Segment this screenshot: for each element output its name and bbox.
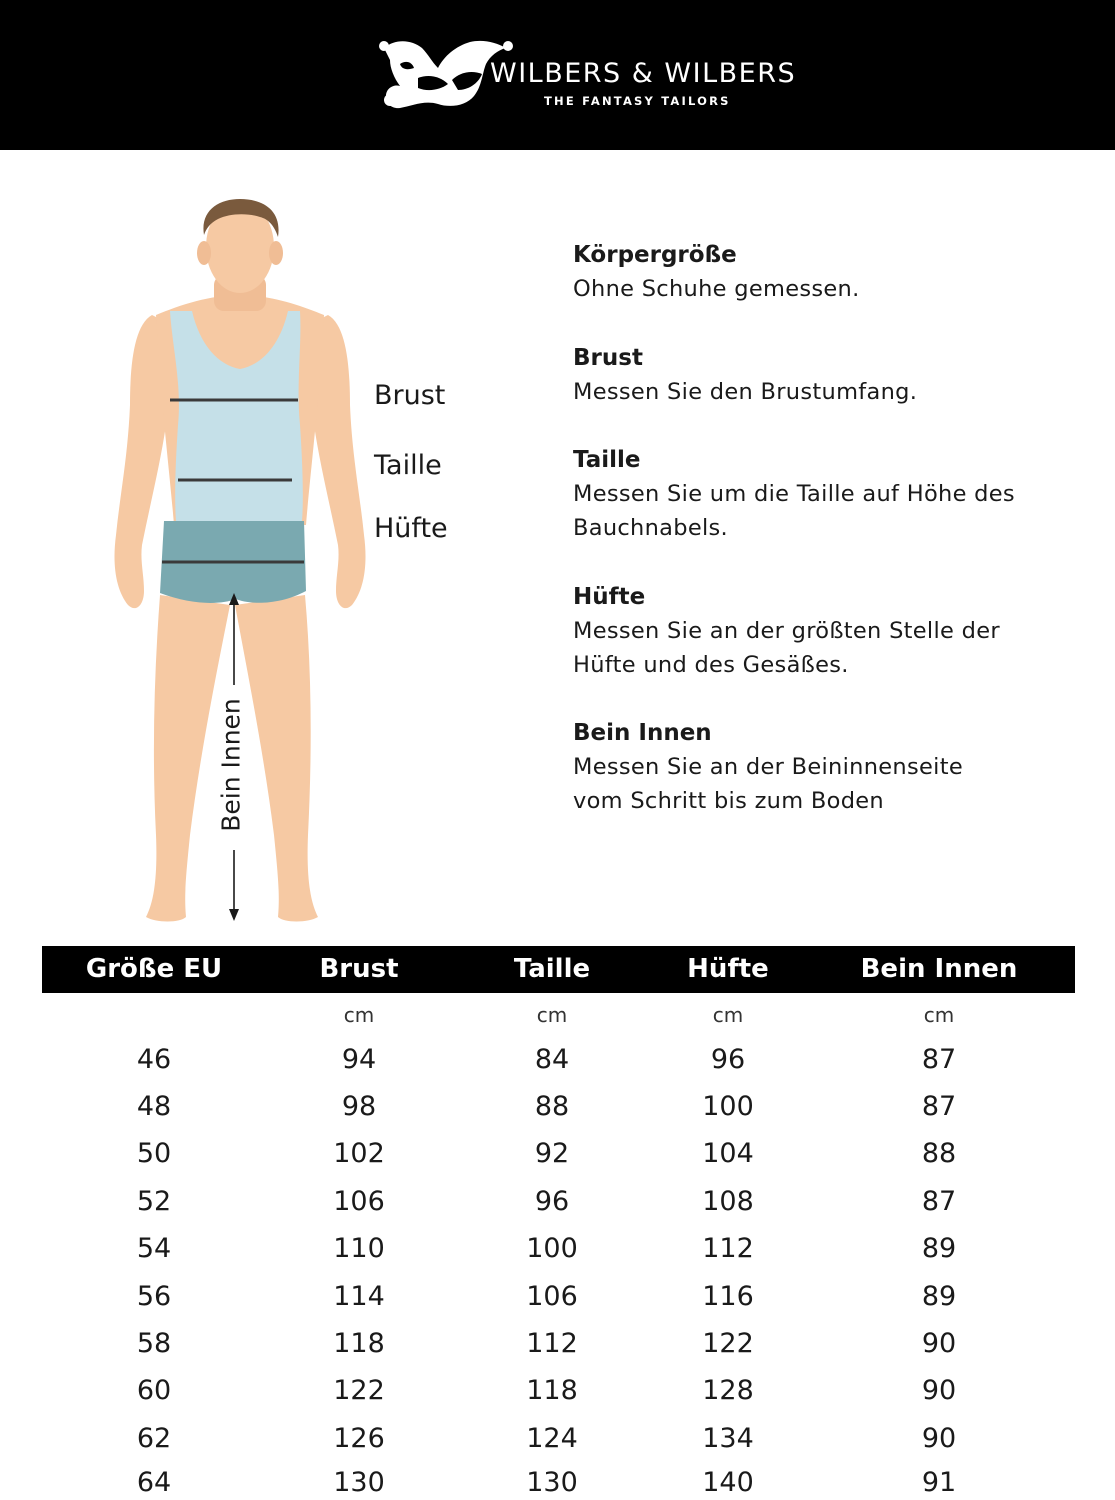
table-cell: 112 — [702, 1233, 754, 1264]
table-cell: 100 — [702, 1091, 754, 1122]
desc-title: Hüfte — [573, 584, 646, 610]
table-cell: 87 — [921, 1091, 957, 1122]
table-cell: 104 — [702, 1138, 754, 1169]
table-cell: 60 — [136, 1375, 172, 1406]
table-cell: 96 — [534, 1186, 570, 1217]
table-cell: 100 — [526, 1233, 578, 1264]
header-waist: Taille — [513, 954, 591, 984]
figure-label-hip: Hüfte — [374, 513, 448, 544]
table-cell: 56 — [136, 1281, 172, 1312]
table-cell: 88 — [921, 1138, 957, 1169]
table-cell: 94 — [341, 1044, 377, 1075]
desc-line: Ohne Schuhe gemessen. — [573, 276, 860, 302]
table-cell: 89 — [921, 1281, 957, 1312]
table-cell: 87 — [921, 1186, 957, 1217]
table-cell: 108 — [702, 1186, 754, 1217]
desc-hip — [573, 584, 1093, 682]
table-cell: 118 — [333, 1328, 385, 1359]
table-cell: 112 — [526, 1328, 578, 1359]
table-cell: 106 — [526, 1281, 578, 1312]
ear-right — [269, 241, 283, 265]
desc-body-height — [573, 242, 1093, 306]
desc-waist — [573, 447, 1093, 545]
table-cell: 90 — [921, 1375, 957, 1406]
header-size-eu: Größe EU — [85, 954, 223, 984]
table-cell: 90 — [921, 1423, 957, 1454]
table-cell: 84 — [534, 1044, 570, 1075]
table-cell: 50 — [136, 1138, 172, 1169]
table-cell: 114 — [333, 1281, 385, 1312]
table-cell: 102 — [333, 1138, 385, 1169]
table-cell: 87 — [921, 1044, 957, 1075]
table-cell: 90 — [921, 1328, 957, 1359]
table-cell: 96 — [710, 1044, 746, 1075]
brand-tagline: THE FANTASY TAILORS — [544, 94, 731, 108]
brand-header — [0, 0, 1115, 150]
table-cell: 52 — [136, 1186, 172, 1217]
table-cell: 46 — [136, 1044, 172, 1075]
desc-line: Hüfte und des Gesäßes. — [573, 652, 849, 678]
table-cell: 128 — [702, 1375, 754, 1406]
figure-label-chest: Brust — [374, 380, 446, 411]
table-cell: 134 — [702, 1423, 754, 1454]
desc-line: Bauchnabels. — [573, 515, 729, 541]
leg-right — [235, 595, 318, 922]
table-cell: 54 — [136, 1233, 172, 1264]
desc-title: Brust — [573, 345, 643, 371]
size-table-header — [42, 946, 1075, 993]
desc-line: Messen Sie um die Taille auf Höhe des — [573, 481, 1015, 507]
desc-title: Körpergröße — [573, 242, 737, 268]
table-cell: 58 — [136, 1328, 172, 1359]
table-cell: 88 — [534, 1091, 570, 1122]
table-cell: 92 — [534, 1138, 570, 1169]
table-cell: 110 — [333, 1233, 385, 1264]
table-cell: 130 — [333, 1467, 385, 1498]
table-cell: 106 — [333, 1186, 385, 1217]
header-chest: Brust — [319, 954, 399, 984]
table-cell: 122 — [333, 1375, 385, 1406]
table-cell: 91 — [921, 1467, 957, 1498]
ear-left — [197, 241, 211, 265]
brand-name: WILBERS & WILBERS — [490, 58, 797, 89]
unit-inseam: cm — [923, 1003, 955, 1027]
desc-inseam — [573, 720, 1093, 818]
table-cell: 116 — [702, 1281, 754, 1312]
desc-line: Messen Sie an der größten Stelle der — [573, 618, 1000, 644]
table-cell: 98 — [341, 1091, 377, 1122]
unit-waist: cm — [536, 1003, 568, 1027]
header-hip: Hüfte — [687, 954, 769, 984]
table-cell: 62 — [136, 1423, 172, 1454]
desc-line: Messen Sie an der Beininnenseite — [573, 754, 963, 780]
table-cell: 118 — [526, 1375, 578, 1406]
unit-hip: cm — [712, 1003, 744, 1027]
table-cell: 122 — [702, 1328, 754, 1359]
table-cell: 140 — [702, 1467, 754, 1498]
table-cell: 48 — [136, 1091, 172, 1122]
desc-title: Bein Innen — [573, 720, 712, 746]
table-cell: 89 — [921, 1233, 957, 1264]
table-cell: 124 — [526, 1423, 578, 1454]
figure-label-inseam: Bein Innen — [216, 698, 246, 832]
desc-line: vom Schritt bis zum Boden — [573, 788, 884, 814]
table-cell: 64 — [136, 1467, 172, 1498]
desc-chest — [573, 345, 1093, 409]
unit-chest: cm — [343, 1003, 375, 1027]
table-cell: 130 — [526, 1467, 578, 1498]
header-inseam: Bein Innen — [860, 954, 1018, 984]
desc-title: Taille — [573, 447, 641, 473]
figure-label-waist: Taille — [374, 450, 442, 481]
table-cell: 126 — [333, 1423, 385, 1454]
desc-line: Messen Sie den Brustumfang. — [573, 379, 918, 405]
